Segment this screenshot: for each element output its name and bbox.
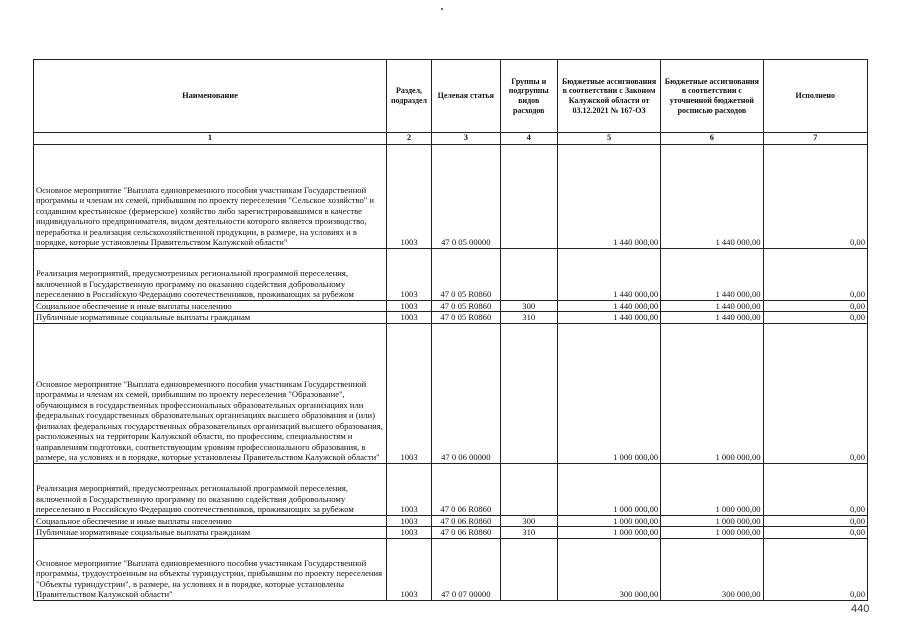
row-group: [500, 323, 557, 463]
row-refined-amount: 1 000 000,00: [661, 515, 763, 527]
row-refined-amount: 300 000,00: [661, 538, 763, 600]
row-target: 47 0 05 R0860: [432, 312, 501, 324]
row-law-amount: 1 000 000,00: [557, 515, 660, 527]
column-number-row: [34, 133, 868, 145]
row-name: Основное мероприятие "Выплата единовременного пособия участникам Государственной программы и членам их семей, прибывшим по проекту переселения "Сельское хозяйство" и создавшим крестьянское (фермерское) хозяйство либо зарегистрировавшимся в качестве индивидуального предпринимателя, видом деятельности которого является производство, переработка и реализация сельскохозяйственной продукции, в размере, на условиях и в порядке, которые установлены Правительством Калужской области": [34, 144, 387, 248]
scan-speck: [441, 8, 443, 10]
row-target: 47 0 05 R0860: [432, 248, 501, 300]
row-section: 1003: [387, 527, 432, 539]
row-done-amount: 0,00: [763, 144, 867, 248]
row-refined-amount: 1 000 000,00: [661, 527, 763, 539]
table-row: [34, 248, 868, 300]
row-group: 300: [500, 300, 557, 312]
column-number: 3: [432, 133, 501, 145]
table-row: [34, 300, 868, 312]
row-refined-amount: 1 440 000,00: [661, 312, 763, 324]
table-row: [34, 323, 868, 463]
row-done-amount: 0,00: [763, 527, 867, 539]
row-done-amount: 0,00: [763, 323, 867, 463]
row-done-amount: 0,00: [763, 463, 867, 515]
row-section: 1003: [387, 323, 432, 463]
row-name: Основное мероприятие "Выплата единовременного пособия участникам Государственной программы и членам их семей, прибывшим по проекту переселения "Образование", обучающимся в государственных профессиональных образовательных организациях или федеральных государственных образовательных организациях высшего образования и (или) филиалах федеральных государственных образовательных организаций высшего образования, расположенных на территории Калужской области, по профессиям, специальностям и направлениям подготовки, соответствующим уровням профессионального образования, в размере, на условиях и в порядке, которые установлены Правительством Калужской области": [34, 323, 387, 463]
column-number: 1: [34, 133, 387, 145]
row-section: 1003: [387, 538, 432, 600]
row-law-amount: 1 440 000,00: [557, 144, 660, 248]
row-target: 47 0 07 00000: [432, 538, 501, 600]
row-target: 47 0 05 00000: [432, 144, 501, 248]
row-section: 1003: [387, 300, 432, 312]
row-target: 47 0 06 00000: [432, 323, 501, 463]
header-law: Бюджетные ассигнования в соответствии с Законом Калужской области от 03.12.2021 № 167-ОЗ: [557, 60, 660, 133]
header-groups: Группы и подгруппы видов расходов: [500, 60, 557, 133]
row-refined-amount: 1 440 000,00: [661, 144, 763, 248]
table-row: [34, 463, 868, 515]
column-number: 5: [557, 133, 660, 145]
row-group: [500, 144, 557, 248]
row-target: 47 0 06 R0860: [432, 515, 501, 527]
row-done-amount: 0,00: [763, 538, 867, 600]
table-row: [34, 515, 868, 527]
row-target: 47 0 05 R0860: [432, 300, 501, 312]
row-refined-amount: 1 440 000,00: [661, 300, 763, 312]
row-section: 1003: [387, 515, 432, 527]
row-group: 310: [500, 527, 557, 539]
column-number: 6: [661, 133, 763, 145]
column-number: 4: [500, 133, 557, 145]
column-number: 2: [387, 133, 432, 145]
budget-table: [33, 59, 868, 601]
row-law-amount: 1 000 000,00: [557, 527, 660, 539]
row-group: [500, 248, 557, 300]
row-law-amount: 300 000,00: [557, 538, 660, 600]
row-law-amount: 1 000 000,00: [557, 463, 660, 515]
row-name: Социальное обеспечение и иные выплаты населению: [34, 515, 387, 527]
row-law-amount: 1 440 000,00: [557, 248, 660, 300]
column-number: 7: [763, 133, 867, 145]
row-done-amount: 0,00: [763, 515, 867, 527]
page-number: 440: [851, 603, 870, 615]
header-refined: Бюджетные ассигнования в соответствии с уточненной бюджетной росписью расходов: [661, 60, 763, 133]
header-row: [34, 60, 868, 133]
header-target: Целевая статья: [432, 60, 501, 133]
row-section: 1003: [387, 312, 432, 324]
row-refined-amount: 1 000 000,00: [661, 463, 763, 515]
row-name: Публичные нормативные социальные выплаты гражданам: [34, 312, 387, 324]
row-name: Основное мероприятие "Выплата единовременного пособия участникам Государственной программы, трудоустроенным на объекты туриндустрии, прибывшим по проекту переселения "Объекты туриндустрии", в размере, на условиях и в порядке, которые установлены Правительством Калужской области": [34, 538, 387, 600]
table-row: [34, 144, 868, 248]
row-name: Реализация мероприятий, предусмотренных региональной программой переселения, включенной в Государственную программу по оказанию содействия добровольному переселению в Российскую Федерацию соотечественников, проживающих за рубежом: [34, 248, 387, 300]
table-row: [34, 538, 868, 600]
row-done-amount: 0,00: [763, 300, 867, 312]
row-group: 310: [500, 312, 557, 324]
row-group: [500, 463, 557, 515]
row-target: 47 0 06 R0860: [432, 527, 501, 539]
row-target: 47 0 06 R0860: [432, 463, 501, 515]
row-law-amount: 1 440 000,00: [557, 300, 660, 312]
row-refined-amount: 1 440 000,00: [661, 248, 763, 300]
row-name: Реализация мероприятий, предусмотренных региональной программой переселения, включенной в Государственную программу по оказанию содействия добровольному переселению в Российскую Федерацию соотечественников, проживающих за рубежом: [34, 463, 387, 515]
row-law-amount: 1 000 000,00: [557, 323, 660, 463]
row-section: 1003: [387, 463, 432, 515]
row-name: Публичные нормативные социальные выплаты гражданам: [34, 527, 387, 539]
row-group: 300: [500, 515, 557, 527]
row-name: Социальное обеспечение и иные выплаты населению: [34, 300, 387, 312]
row-section: 1003: [387, 248, 432, 300]
header-name: Наименование: [34, 60, 387, 133]
row-law-amount: 1 440 000,00: [557, 312, 660, 324]
header-section: Раздел, подраздел: [387, 60, 432, 133]
row-done-amount: 0,00: [763, 248, 867, 300]
row-section: 1003: [387, 144, 432, 248]
row-refined-amount: 1 000 000,00: [661, 323, 763, 463]
header-done: Исполнено: [763, 60, 867, 133]
table-row: [34, 527, 868, 539]
table-row: [34, 312, 868, 324]
row-done-amount: 0,00: [763, 312, 867, 324]
row-group: [500, 538, 557, 600]
